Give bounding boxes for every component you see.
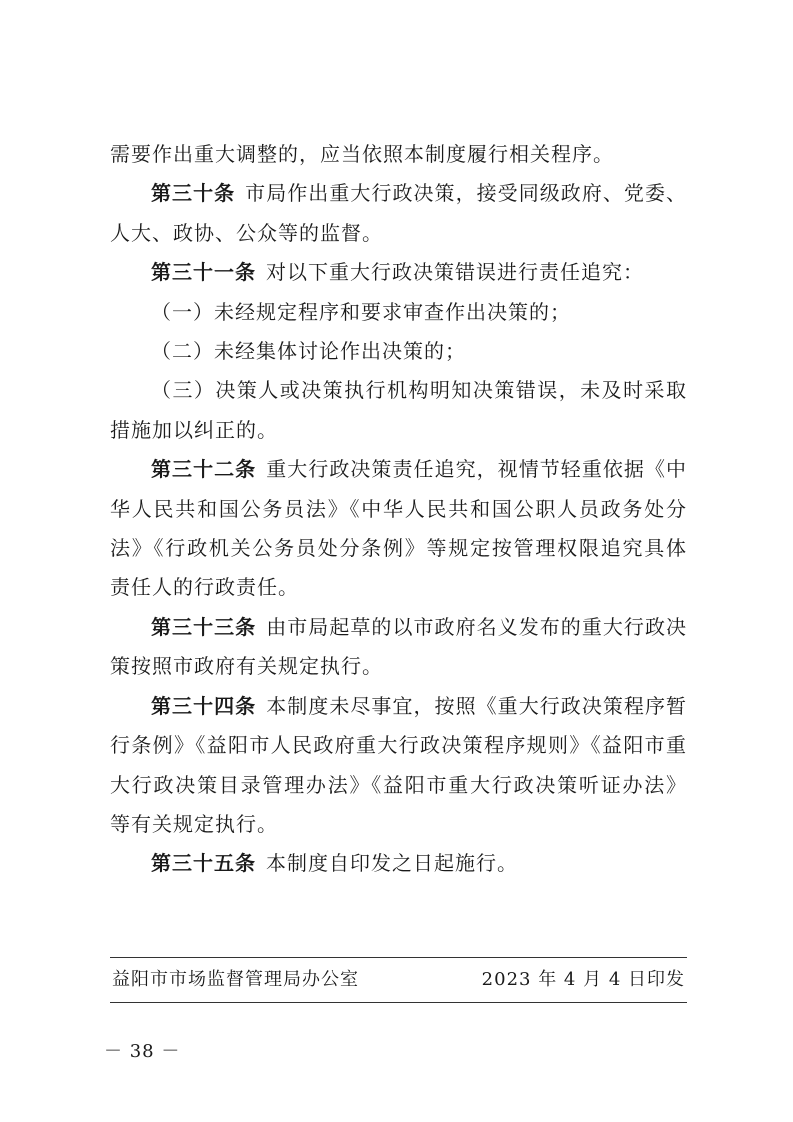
article-heading: 第三十条: [151, 181, 236, 206]
document-body: [110, 135, 687, 884]
issuer-name: 益阳市市场监督管理局办公室: [112, 969, 359, 990]
article-30: [110, 174, 687, 253]
issue-date: 2023 年 4 月 4 日印发: [481, 969, 685, 990]
article-text: 本制度自印发之日起施行。: [266, 851, 518, 876]
paragraph-continuation: [110, 135, 687, 174]
article-34: [110, 687, 687, 845]
article-text: 重大行政决策责任追究，视情节轻重依据《中华人民共和国公务员法》《中华人民共和国公职人员政务处分法》《行政机关公务员处分条例》等规定按管理权限追究具体责任人的行政责任。: [110, 457, 688, 600]
article-text: 对以下重大行政决策错误进行责任追究：: [266, 260, 644, 285]
article-heading: 第三十三条: [151, 614, 257, 639]
article-text: 本制度未尽事宜，按照《重大行政决策程序暂行条例》《益阳市人民政府重大行政决策程序规则》《益阳市重大行政决策目录管理办法》《益阳市重大行政决策听证办法》等有关规定执行。: [110, 693, 688, 836]
page-number: － 38 －: [104, 1041, 181, 1062]
article-text: 由市局起草的以市政府名义发布的重大行政决策按照市政府有关规定执行。: [110, 614, 688, 679]
list-item-text: （二）未经集体讨论作出决策的；: [151, 339, 466, 364]
article-text: 市局作出重大行政决策，接受同级政府、党委、人大、政协、公众等的监督。: [110, 181, 688, 245]
list-item-text: （三）决策人或决策执行机构明知决策错误，未及时采取措施加以纠正的。: [110, 378, 687, 442]
article-heading: 第三十五条: [151, 851, 256, 876]
article-heading: 第三十一条: [151, 260, 256, 285]
footer-top-rule: [110, 957, 687, 958]
list-item-1: [110, 293, 687, 332]
article-heading: 第三十四条: [151, 693, 257, 718]
article-32: [110, 450, 687, 608]
article-heading: 第三十二条: [151, 457, 257, 482]
article-33: [110, 608, 687, 687]
list-item-2: [110, 332, 687, 371]
paragraph-text: 需要作出重大调整的，应当依照本制度履行相关程序。: [110, 142, 614, 166]
list-item-3: [110, 371, 687, 450]
footer-bottom-rule: [110, 1002, 687, 1003]
article-31: [110, 253, 687, 292]
article-35: [110, 844, 687, 883]
list-item-text: （一）未经规定程序和要求审查作出决策的；: [151, 299, 571, 324]
